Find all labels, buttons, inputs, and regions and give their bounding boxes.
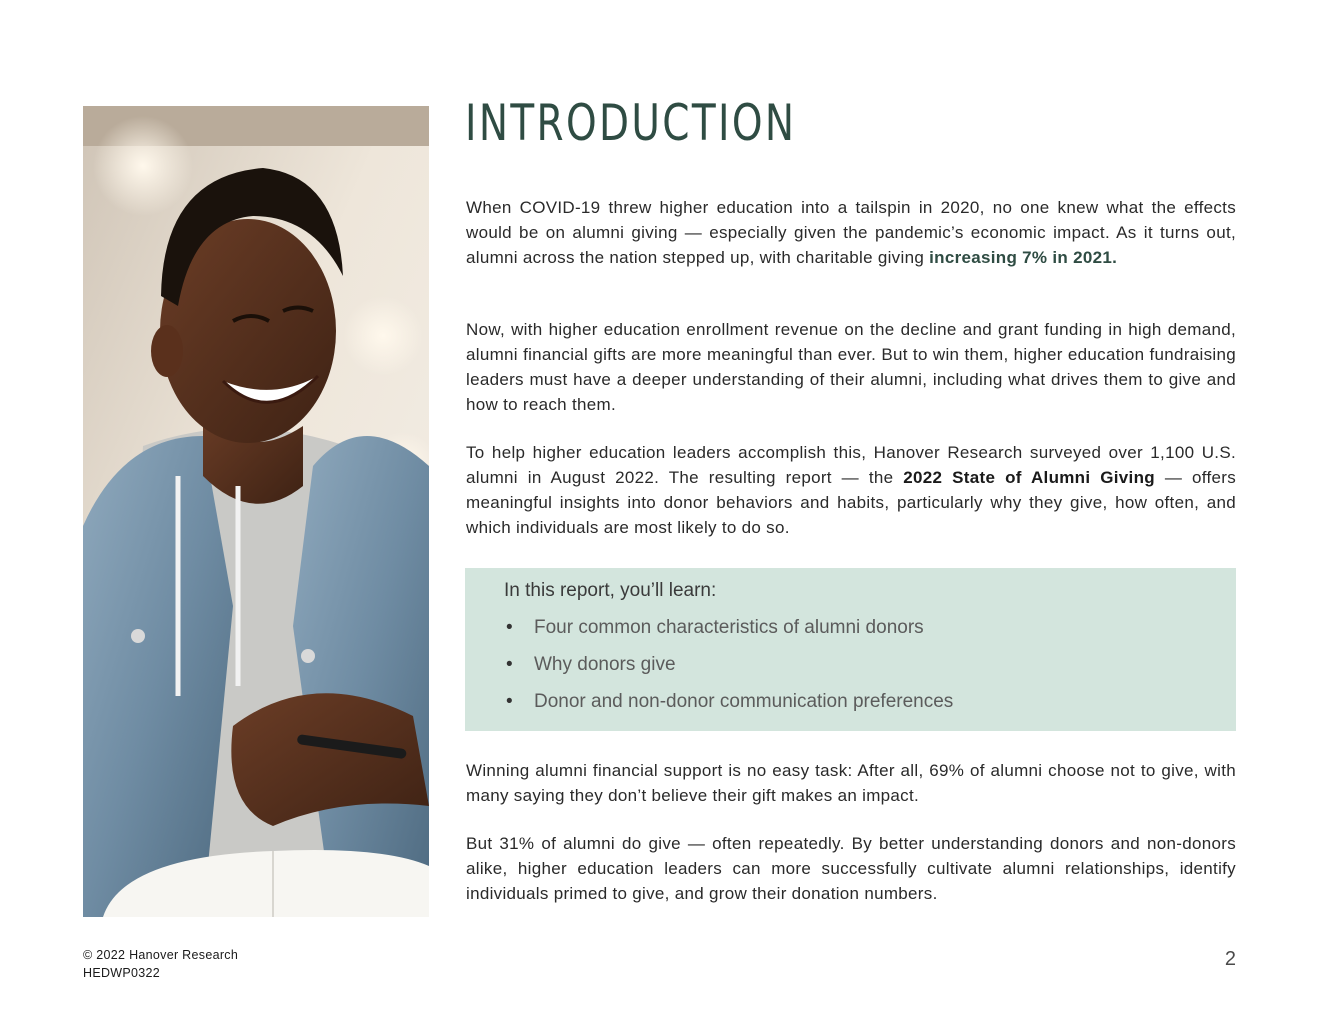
bullet-icon: • (506, 691, 513, 712)
intro-paragraph-5: But 31% of alumni do give — often repeatedly. By better understanding donors and non-donors alike, higher education leaders can more successfully cultivate alumni relationships, identify individuals primed to give, and grow their donation numbers. (466, 834, 1236, 903)
learn-heading: In this report, you’ll learn: (504, 580, 717, 601)
list-item (504, 652, 953, 689)
learn-list (504, 615, 953, 726)
bullet-icon: • (506, 654, 513, 675)
document-code: HEDWP0322 (83, 966, 161, 980)
list-item-text: Donor and non-donor communication preferences (534, 691, 954, 712)
list-item-text: Why donors give (534, 654, 676, 675)
report-title-highlight: 2022 State of Alumni Giving (903, 468, 1155, 487)
copyright-text: © 2022 Hanover Research (83, 948, 239, 962)
intro-paragraph-1-text: When COVID-19 threw higher education into a tailspin in 2020, no one knew what the effects would be on alumni giving — especially given the pandemic’s economic impact. As it turns out, alumni across the nation stepped up, with charitable giving (466, 198, 1236, 267)
intro-paragraph-3-text-a: To help higher education leaders accomplish this, Hanover Research surveyed over 1,100 U.S. alumni in August 2022. The resulting report — the (466, 443, 1236, 487)
learn-callout-box (465, 568, 1236, 731)
list-item (504, 615, 953, 652)
bullet-icon: • (506, 617, 513, 638)
list-item (504, 689, 953, 726)
hero-photo (83, 106, 429, 917)
page-title: INTRODUCTION (465, 94, 797, 152)
list-item-text: Four common characteristics of alumni donors (534, 617, 924, 638)
intro-paragraph-4: Winning alumni financial support is no easy task: After all, 69% of alumni choose not to give, with many saying they don’t believe their gift makes an impact. (466, 761, 1236, 805)
intro-paragraph-1 (466, 195, 1236, 270)
footer-copyright (83, 946, 238, 982)
giving-increase-highlight: increasing 7% in 2021. (929, 248, 1118, 267)
intro-paragraph-3-text-c: — offers meaningful insights into donor behaviors and habits, particularly why they give, how often, and which individuals are most likely to do so. (466, 468, 1237, 537)
intro-paragraph-2: Now, with higher education enrollment revenue on the decline and grant funding in high demand, alumni financial gifts are more meaningful than ever. But to win them, higher education fundraising leaders must have a deeper understanding of their alumni, including what drives them to give and how to reach them. (466, 320, 1236, 414)
intro-paragraph-3 (466, 440, 1236, 540)
page-number: 2 (1224, 948, 1236, 970)
